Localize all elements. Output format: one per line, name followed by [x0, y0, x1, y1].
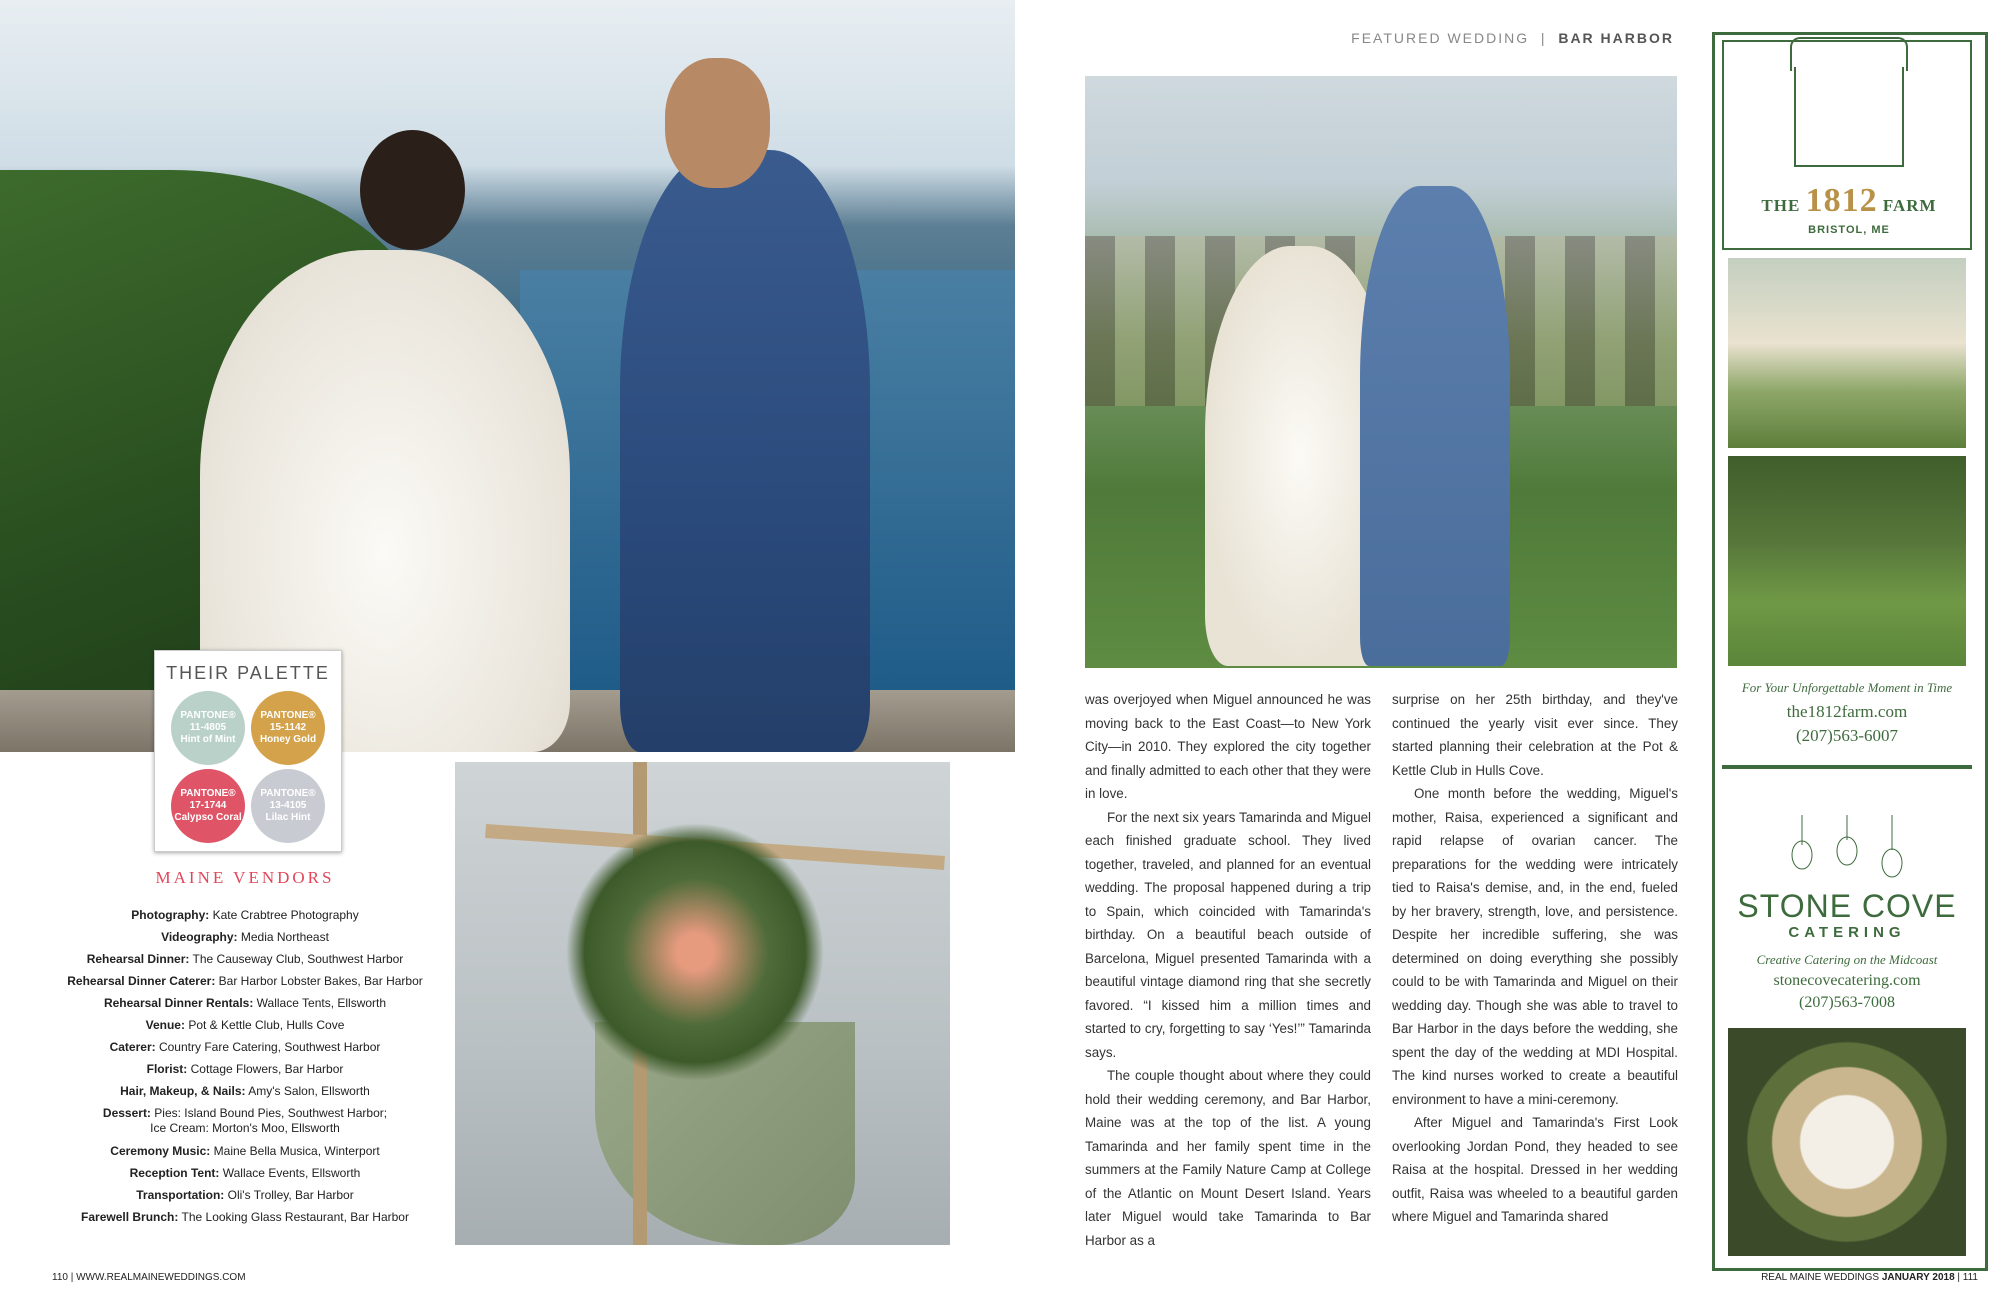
groom-head [665, 58, 770, 188]
stone-cove-title: STONE COVE [1737, 888, 1957, 924]
vendor-row [50, 1014, 440, 1036]
vendor-row [50, 1080, 440, 1102]
swatch-calypso-coral [171, 769, 245, 843]
kicker-section: FEATURED WEDDING [1351, 30, 1530, 46]
vendor-name: Wallace Tents, Ellsworth [256, 996, 387, 1010]
vendor-name: Cottage Flowers, Bar Harbor [190, 1062, 344, 1076]
paragraph: For the next six years Tamarinda and Miguel each finished graduate school. They lived together, traveled, and planned for an eventual wedding. The proposal happened during a trip to Spain, which coincided with Tamarinda's birthday. On a beautiful beach outside of Barcelona, Miguel presented Tamarinda with a beautiful vintage diamond ring that she secretly favored. “I kissed him a million times and started to cry, forgetting to say ‘Yes!’” Tamarinda says. [1085, 809, 1371, 1060]
vendor-role: Caterer: [109, 1040, 156, 1054]
vendor-name: Kate Crabtree Photography [212, 908, 359, 922]
barn-icon [1794, 67, 1904, 167]
palette-box [154, 650, 342, 852]
folio-issue: JANUARY 2018 [1881, 1272, 1955, 1283]
vendor-name: Oli's Trolley, Bar Harbor [227, 1188, 354, 1202]
vendors-heading: MAINE VENDORS [155, 868, 335, 887]
vendors-list [50, 904, 440, 1228]
folio-right [1350, 1272, 1978, 1283]
farm-word: FARM [1882, 196, 1937, 215]
palette-title: THEIR PALETTE [166, 663, 330, 683]
vendor-name: Ice Cream: Morton's Moo, Ellsworth [150, 1121, 340, 1135]
flower-arrangement [565, 822, 825, 1082]
vendor-role: Dessert: [102, 1106, 151, 1120]
paragraph: was overjoyed when Miguel announced he was moving back to the East Coast—to New York City—in 2010. They explored the city together and finally admitted to each other that they were in love. [1085, 692, 1371, 801]
vendor-row [50, 948, 440, 970]
swatch-code: 13-4105 [269, 800, 307, 811]
swatch-brand: PANTONE® [260, 788, 316, 799]
outdoor-ceremony-photo [1728, 456, 1966, 666]
farm-website-link[interactable]: the1812farm.com [1786, 702, 1908, 721]
vendor-row [50, 926, 440, 948]
vendor-name: Media Northeast [240, 930, 329, 944]
kicker-separator: | [1540, 30, 1547, 46]
vendor-row [50, 1106, 440, 1136]
vendor-role: Farewell Brunch: [81, 1210, 179, 1224]
folio-left: 110 | WWW.REALMAINEWEDDINGS.COM [52, 1272, 246, 1283]
vendor-row [50, 1162, 440, 1184]
vendor-name: Wallace Events, Ellsworth [222, 1166, 361, 1180]
vendor-role: Transportation: [136, 1188, 225, 1202]
vendor-name: The Causeway Club, Southwest Harbor [192, 952, 404, 966]
vendor-role: Rehearsal Dinner Caterer: [67, 974, 216, 988]
vendor-role: Rehearsal Dinner: [86, 952, 190, 966]
vendor-role: Photography: [131, 908, 210, 922]
section-kicker [1320, 30, 1674, 46]
stone-cove-subtitle: CATERING [1788, 924, 1906, 941]
folio-publication: REAL MAINE WEDDINGS [1761, 1272, 1880, 1283]
swatch-code: 11-4805 [189, 722, 227, 733]
groom-figure [1360, 186, 1510, 666]
ad-divider [1722, 765, 1972, 769]
folio-page: | 111 [1957, 1272, 1978, 1283]
swatch-brand: PANTONE® [260, 710, 316, 721]
paragraph: One month before the wedding, Miguel's mother, Raisa, experienced a significant and rapid relapse of ovarian cancer. The preparations for the wedding were intricately tied to Raisa's demise, and, in the end, fueled by her bravery, strength, love, and persistence. Despite her incredible suffering, she was determined on doing everything she possibly could to be with Tamarinda and Miguel on their wedding day. Though she was able to travel to Bar Harbor in the days before the wedding, she spent the day of the wedding at MDI Hospital. The kind nurses worked to create a beautiful environment to have a mini-ceremony. [1392, 786, 1678, 1107]
farm-name [1724, 182, 1974, 220]
vendor-name: Amy's Salon, Ellsworth [248, 1084, 370, 1098]
stone-cove-website-link[interactable]: stonecovecatering.com [1773, 972, 1921, 989]
swatch-name: Calypso Coral [174, 812, 242, 823]
vendor-role: Ceremony Music: [110, 1144, 211, 1158]
vendor-role: Rehearsal Dinner Rentals: [103, 996, 254, 1010]
vendor-role: Videography: [161, 930, 238, 944]
swatch-code: 15-1142 [269, 722, 307, 733]
vendor-role: Hair, Makeup, & Nails: [120, 1084, 246, 1098]
paragraph: surprise on her 25th birthday, and they've continued the yearly visit ever since. They started planning their celebration at the Pot & Kettle Club in Hulls Cove. [1392, 692, 1678, 778]
swatch-code: 17-1744 [189, 800, 227, 811]
vendor-row [50, 1206, 440, 1228]
vendor-name: Maine Bella Musica, Winterport [213, 1144, 380, 1158]
swatch-honey-gold [251, 691, 325, 765]
farmhouse-photo [1728, 258, 1966, 448]
paragraph: After Miguel and Tamarinda's First Look overlooking Jordan Pond, they headed to see Raisa at the hospital. Dressed in her wedding outfit, Raisa was wheeled to a beautiful garden where Miguel and Tamarinda shared [1392, 1115, 1678, 1224]
article-column-2 [1392, 688, 1678, 1229]
article-column-1 [1085, 688, 1371, 1252]
farm-number: 1812 [1805, 182, 1878, 219]
swatch-brand: PANTONE® [180, 710, 236, 721]
vendor-row [50, 1184, 440, 1206]
arch-flowers-photo [455, 762, 950, 1245]
vendor-row [50, 992, 440, 1014]
kicker-place: BAR HARBOR [1558, 30, 1674, 46]
vendor-name: Bar Harbor Lobster Bakes, Bar Harbor [218, 974, 423, 988]
vendor-role: Venue: [145, 1018, 185, 1032]
farm-phone: (207)563-6007 [1796, 726, 1898, 745]
swatch-lilac-hint [251, 769, 325, 843]
vendor-name: Country Fare Catering, Southwest Harbor [158, 1040, 381, 1054]
vendor-name: Pot & Kettle Club, Hulls Cove [188, 1018, 345, 1032]
vendor-row [50, 904, 440, 926]
swatch-brand: PANTONE® [180, 788, 236, 799]
farm-the: THE [1761, 196, 1801, 215]
vendor-name: Pies: Island Bound Pies, Southwest Harbor; [154, 1106, 388, 1120]
salad-plate-photo [1728, 1028, 1966, 1256]
farm-location: BRISTOL, ME [1808, 224, 1890, 236]
stone-cove-phone: (207)563-7008 [1799, 994, 1895, 1011]
farm-tagline: For Your Unforgettable Moment in Time [1741, 680, 1953, 695]
vendor-row [50, 1140, 440, 1162]
vendor-role: Florist: [146, 1062, 188, 1076]
ad-content [1722, 40, 1972, 1260]
vendor-row [50, 1036, 440, 1058]
groom-figure [620, 150, 870, 752]
paragraph: The couple thought about where they could hold their wedding ceremony, and Bar Harbor, Maine was at the top of the list. A young Tamarinda and her family spent time in the summers at the Family Nature Camp at College of the Atlantic on Mount Desert Island. Years later Miguel would take Tamarinda to Bar Harbor as a [1085, 1068, 1371, 1248]
bride-head [360, 130, 465, 250]
swatch-name: Hint of Mint [180, 734, 236, 745]
farm-logo-panel [1722, 40, 1972, 250]
chandelier-icon [1782, 815, 1912, 885]
swatch-name: Lilac Hint [265, 812, 311, 823]
vendor-name: The Looking Glass Restaurant, Bar Harbor [181, 1210, 409, 1224]
ceremony-recessional-photo [1085, 76, 1677, 668]
couple-hero-photo [0, 0, 1015, 752]
swatch-name: Honey Gold [259, 734, 317, 745]
vendor-row [50, 1058, 440, 1080]
stone-cove-tagline: Creative Catering on the Midcoast [1756, 952, 1938, 967]
vendor-row [50, 970, 440, 992]
vendor-role: Reception Tent: [129, 1166, 220, 1180]
swatch-hint-of-mint [171, 691, 245, 765]
